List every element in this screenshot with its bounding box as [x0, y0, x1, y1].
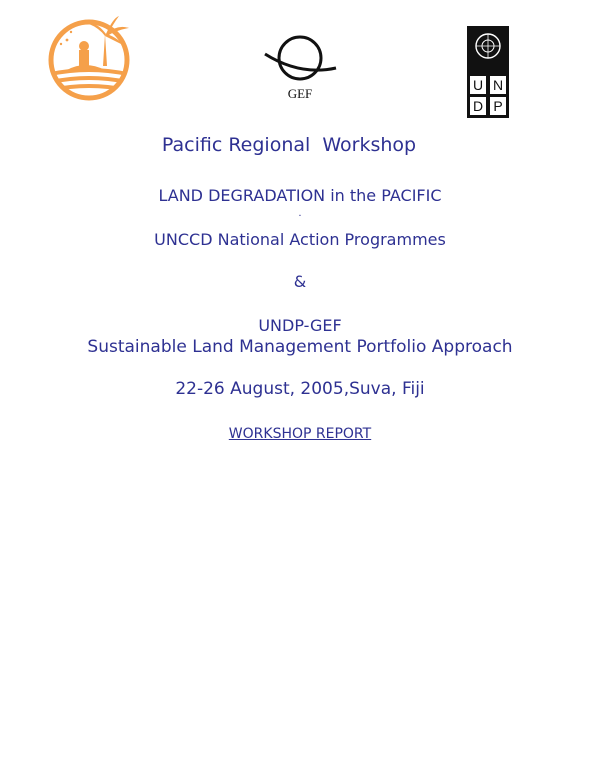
subtitle-unccd: UNCCD National Action Programmes	[154, 230, 446, 249]
subtitle-slm-approach: Sustainable Land Management Portfolio Approach	[87, 337, 513, 357]
undp-letter-n: N	[492, 77, 504, 93]
document-title: Pacific Regional Workshop	[161, 134, 417, 156]
gef-logo	[262, 34, 338, 104]
undp-letter-d: D	[472, 98, 484, 114]
undp-logo	[467, 26, 509, 118]
island-emblem-logo	[45, 14, 137, 106]
subtitle-undp-gef: UNDP-GEF	[258, 316, 342, 335]
undp-letter-u: U	[472, 77, 484, 93]
gef-logo-label: GEF	[287, 86, 313, 101]
ampersand: &	[293, 272, 307, 291]
undp-letter-p: P	[493, 98, 503, 114]
subtitle-land-degradation: LAND DEGRADATION in the PACIFIC	[158, 186, 442, 205]
workshop-report-label: WORKSHOP REPORT	[228, 426, 372, 442]
separator-dot: .	[298, 208, 302, 219]
workshop-dates: 22-26 August, 2005,Suva, Fiji	[175, 379, 425, 399]
